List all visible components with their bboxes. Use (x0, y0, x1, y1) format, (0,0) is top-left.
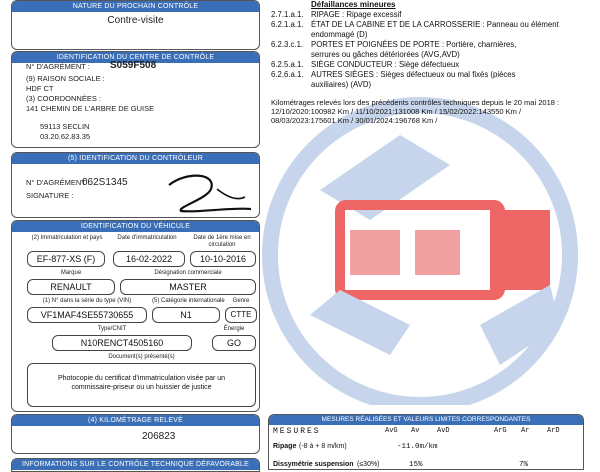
dissym-label: Dissymétrie suspension (273, 461, 354, 468)
cat-value: N1 (152, 307, 220, 323)
first-circ-value: 10-10-2016 (190, 251, 256, 267)
immat-value: EF-877-XS (F) (27, 251, 105, 267)
first-circ-label: Date de 1ère mise en circulation (193, 235, 251, 248)
vin-label: (1) N° dans la série du type (VIN) (42, 298, 132, 304)
mileage-value: 206823 (142, 431, 176, 442)
centre-phone: 03.20.62.83.35 (40, 132, 91, 141)
docs-value-line1: Photocopie du certificat d'immatriculation visée par un (57, 375, 226, 382)
docs-value (27, 363, 256, 407)
defect-code: 6.2.6.a.1. (271, 70, 304, 79)
defect-text: ÉTAT DE LA CABINE ET DE LA CARROSSERIE : Panneau ou élément (311, 20, 559, 29)
controller-signature-label: SIGNATURE : (26, 191, 74, 200)
centre-agreement-label: N° D'AGRÉMENT : (26, 62, 90, 71)
type-value: N10RENCT4505160 (52, 335, 192, 351)
ripage-value: -11.0m/km (397, 443, 438, 451)
defect-code: 6.2.3.c.1. (271, 40, 304, 49)
defect-code: 6.2.1.a.1. (271, 20, 304, 29)
centre-header: IDENTIFICATION DU CENTRE DE CONTRÔLE (12, 52, 259, 63)
defects-title: Défaillances mineures (311, 0, 396, 9)
signature-drawing (147, 167, 257, 217)
measures-header: MESURES RÉALISÉES ET VALEURS LIMITES CORRESPONDANTES (269, 415, 583, 425)
immat-date-label: Date d'immatriculation (117, 235, 177, 241)
docs-label: Document(s) présenté(s) (108, 354, 175, 360)
energie-value: GO (212, 335, 256, 351)
next-visit-value: Contre-visite (107, 15, 164, 26)
dissym-limit: (≤30%) (357, 461, 380, 468)
immat-label: (2) Immatriculation et pays (31, 235, 103, 241)
defect-text: auxiliaires) (AVD) (311, 80, 372, 89)
centre-address: 141 CHEMIN DE L'ARBRE DE GUISE (26, 104, 155, 113)
genre-value: CTTE (225, 307, 257, 323)
energie-label: Énergie (223, 326, 245, 332)
watermark-logo (250, 95, 580, 405)
next-visit-header: NATURE DU PROCHAIN CONTRÔLE (12, 1, 259, 12)
docs-value-line2: commissaire-priseur ou un huissier de justice (71, 384, 212, 391)
vehicle-box (11, 220, 260, 412)
col-av: Av (411, 427, 420, 435)
type-label: Type/CNIT (97, 326, 127, 332)
marque-label: Marque (60, 270, 82, 276)
dissym-front: 15% (409, 461, 423, 469)
mileage-box (11, 414, 260, 454)
centre-coord-label: (3) COORDONNÉES : (26, 94, 102, 103)
vin-value: VF1MAF4SE55730655 (27, 307, 147, 323)
km-history-line3: 08/03/2023:175601 Km / 30/01/2024:196768 Km / (271, 116, 438, 125)
watermark-red-fill-left (350, 230, 400, 275)
genre-label: Genre (232, 298, 250, 304)
controller-box (11, 152, 260, 218)
col-avd: AvD (437, 427, 450, 435)
col-ard: ArD (547, 427, 560, 435)
defect-text: PORTES ET POIGNÉES DE PORTE : Portière, charnières, (311, 40, 517, 49)
next-visit-box (11, 0, 260, 50)
measures-title: MESURES (273, 427, 321, 436)
mileage-header: (4) KILOMÉTRAGE RELEVÉ (12, 415, 259, 426)
defect-code: 2.7.1.a.1. (271, 10, 304, 19)
cat-label: (5) Catégorie internationale (152, 298, 225, 304)
centre-city: 59113 SECLIN (40, 122, 90, 131)
unfavorable-info-header: INFORMATIONS SUR LE CONTRÔLE TECHNIQUE DÉFAVORABLE (12, 459, 259, 470)
defect-text: endommagé (D) (311, 30, 368, 39)
designation-value: MASTER (120, 279, 256, 295)
km-history-line2: 12/10/2020:100982 Km / 11/10/2021:131008 Km / 15/02/2022:143550 Km / (271, 107, 522, 116)
controller-agreement-value: 062S1345 (82, 177, 128, 188)
defect-text: SIÈGE CONDUCTEUR : Siège défectueux (311, 60, 460, 69)
centre-raison-label: (9) RAISON SOCIALE : (26, 74, 105, 83)
defect-text: serrures ou gâches détériorées (AVG,AVD) (311, 50, 460, 59)
ripage-label: Ripage (273, 443, 297, 450)
centre-agreement-value: S059F508 (110, 60, 157, 71)
km-history-line1: Kilométrages relevés lors des précédents contrôles techniques depuis le 20 mai 2018 : (271, 98, 560, 107)
controller-agreement-label: N° D'AGRÉMENT : (26, 178, 90, 187)
watermark-red-fill-right (415, 230, 460, 275)
col-ar: Ar (521, 427, 530, 435)
defect-text: AUTRES SIÈGES : Sièges défectueux ou mal fixés (pièces (311, 70, 516, 79)
designation-label: Désignation commerciale (154, 270, 222, 276)
controller-header: (5) IDENTIFICATION DU CONTRÔLEUR (12, 153, 259, 164)
col-arg: ArG (494, 427, 507, 435)
ripage-limits: (-8 à + 8 m/km) (299, 443, 347, 450)
watermark-red-block (490, 210, 550, 290)
defect-code: 6.2.5.a.1. (271, 60, 304, 69)
dissym-rear: 7% (519, 461, 529, 469)
vehicle-header: IDENTIFICATION DU VÉHICULE (12, 221, 259, 232)
defect-text: RIPAGE : Ripage excessif (311, 10, 402, 19)
centre-box (11, 51, 260, 148)
measures-table (268, 414, 584, 470)
marque-value: RENAULT (27, 279, 115, 295)
immat-date-value: 16-02-2022 (113, 251, 185, 267)
centre-raison-value: HDF CT (26, 84, 54, 93)
col-avg: AvG (385, 427, 398, 435)
